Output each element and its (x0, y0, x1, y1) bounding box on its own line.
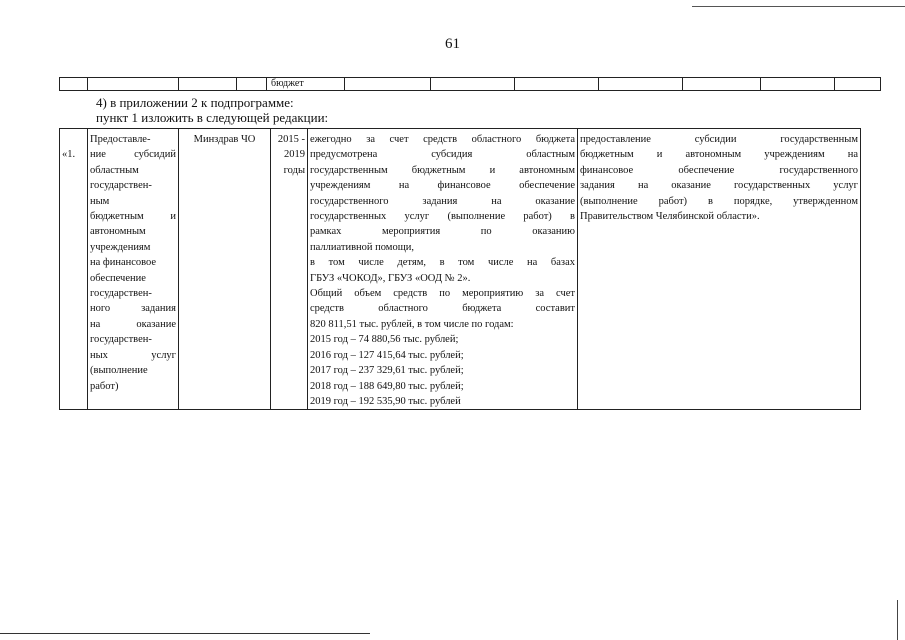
amendment-instruction: пункт 1 изложить в следующей редакции: (96, 110, 329, 125)
text-line: 2019 (284, 149, 305, 161)
text-line: ние субсидий (90, 149, 176, 161)
text-line: государственных услуг (выполнение работ) в (310, 211, 575, 223)
text-line: работ) (90, 380, 119, 392)
text-line: задания на оказание государственных услуг (580, 180, 858, 192)
budget-cell: бюджет (267, 78, 345, 91)
period-cell (271, 129, 308, 410)
text-line: паллиативной помощи, (310, 241, 415, 253)
text-line: предусмотрена субсидия областным (310, 149, 575, 161)
expected-result (580, 132, 858, 224)
scan-artifact-line (692, 6, 905, 7)
text-line: 2015 год – 74 880,56 тыс. рублей; (310, 334, 459, 346)
text-line: рамках мероприятия по оказанию (310, 226, 575, 238)
measure-description (310, 132, 575, 409)
text-line: 2017 год – 237 329,61 тыс. рублей; (310, 365, 464, 377)
text-line: государственного задания на оказание (310, 195, 575, 207)
amendment-instruction: 4) в приложении 2 к подпрограмме: (96, 95, 294, 110)
table-cell (237, 78, 267, 91)
text-line: (выполнение (90, 365, 148, 377)
measures-table (59, 128, 861, 410)
table-cell (683, 78, 761, 91)
text-line: государственным бюджетным и автономным (310, 164, 575, 176)
text-line: ежегодно за счет средств областного бюджета (310, 134, 575, 145)
result-cell (578, 129, 861, 410)
description-cell (308, 129, 578, 410)
text-line: на финансовое (90, 257, 157, 269)
table-cell (515, 78, 599, 91)
text-line: автономным (90, 226, 146, 238)
page-number: 61 (445, 36, 460, 52)
table-cell (835, 78, 881, 91)
period (273, 132, 305, 178)
text-line: предоставление субсидии государственным (580, 134, 858, 145)
row-number-cell (60, 129, 88, 410)
text-line: 820 811,51 тыс. рублей, в том числе по годам: (310, 318, 514, 330)
executor: Минздрав ЧО (193, 134, 256, 145)
text-line: 2018 год – 188 649,80 тыс. рублей; (310, 380, 464, 392)
text-line: бюджетным и автономным учреждениям на (580, 149, 858, 161)
text-line: учреждениям (90, 241, 151, 253)
continued-table-row (59, 77, 881, 91)
text-line: финансовое обеспечение государственного (580, 164, 858, 176)
text-line: государствен- (90, 180, 152, 192)
text-line: Правительством Челябинской области». (580, 211, 760, 223)
text-line: 2019 год – 192 535,90 тыс. рублей (310, 395, 461, 407)
text-line: бюджетным и (90, 211, 176, 223)
table-cell (179, 78, 237, 91)
table-row (60, 129, 861, 410)
text-line: годы (283, 164, 305, 176)
text-line: ного задания (90, 303, 176, 315)
text-line: на оказание (90, 318, 176, 330)
table-cell (60, 78, 88, 91)
text-line: государствен- (90, 288, 152, 300)
text-line: (выполнение работ) в порядке, утвержденном (580, 195, 858, 207)
table-cell (599, 78, 683, 91)
text-line: государствен- (90, 334, 152, 346)
measure-name (90, 132, 176, 394)
measure-name-cell (88, 129, 179, 410)
text-line: в том числе детям, в том числе на базах (310, 257, 575, 269)
text-line: областным (90, 164, 139, 176)
text-line: средств областного бюджета составит (310, 303, 575, 315)
text-line: 2015 - (277, 134, 305, 145)
text-line: Общий объем средств по мероприятию за счет (310, 288, 575, 300)
table-cell (761, 78, 835, 91)
table-cell (88, 78, 179, 91)
text-line: обеспечение (90, 272, 146, 284)
table-cell (345, 78, 431, 91)
text-line: Предоставле- (90, 134, 151, 145)
text-line: учреждениям на финансовое обеспечение (310, 180, 575, 192)
text-line: ным (90, 195, 110, 207)
text-line: ных услуг (90, 349, 176, 361)
row-number: «1. (62, 149, 76, 160)
text-line: ГБУЗ «ЧОКОД», ГБУЗ «ООД № 2». (310, 272, 471, 284)
scan-artifact-line (0, 633, 370, 634)
executor-cell (179, 129, 271, 410)
text-line: 2016 год – 127 415,64 тыс. рублей; (310, 349, 464, 361)
scan-artifact-line (897, 600, 898, 640)
table-cell (431, 78, 515, 91)
